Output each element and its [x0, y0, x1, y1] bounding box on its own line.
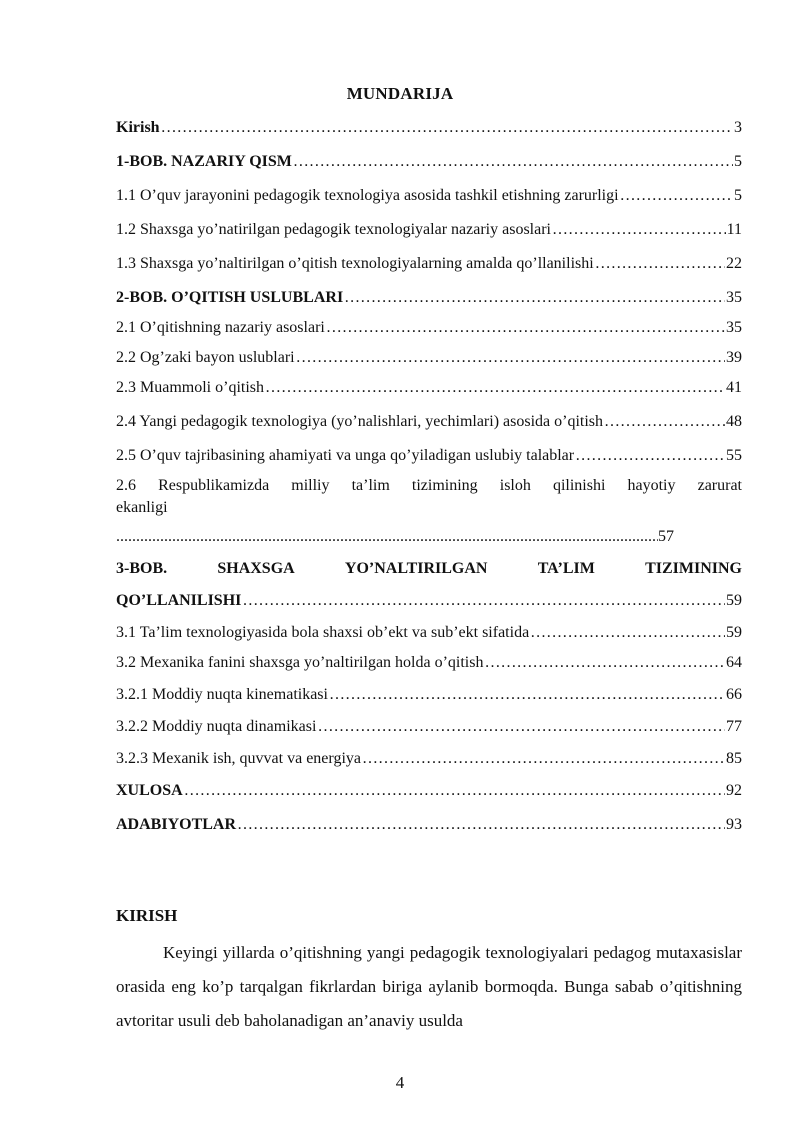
toc-entry-label: 3.2.2 Moddiy nuqta dinamikasi [116, 718, 317, 735]
toc-entry-page: 35 [726, 319, 742, 336]
toc-entry-page: 11 [726, 221, 742, 238]
toc-entry [116, 781, 742, 801]
toc-leader-dots [184, 781, 725, 801]
toc-entry-label: ADABIYOTLAR [116, 816, 237, 833]
toc-leader-dots [317, 717, 725, 737]
toc-entry-label: 2-BOB. O’QITISH USLUBLARI [116, 289, 344, 306]
toc-entry-label-cont: ekanligi [116, 499, 168, 516]
toc-entry-label: 2.5 O’quv tajribasining ahamiyati va unga qo’yiladigan uslubiy talablar [116, 447, 575, 464]
toc-leader-dots [620, 186, 733, 206]
toc-leader-dots [161, 118, 733, 138]
toc-entry-page: 59 [726, 624, 742, 641]
toc-entry [116, 378, 742, 398]
toc-entry-page: 77 [726, 718, 742, 735]
toc-leader-dots [552, 220, 726, 240]
toc-leader-dots [293, 152, 733, 172]
toc-entry [116, 717, 742, 737]
toc-entry-label: QO’LLANILISHI [116, 592, 242, 609]
toc-entry-page: 39 [726, 349, 742, 366]
toc-leader-dots [329, 685, 725, 705]
table-of-contents [116, 118, 742, 835]
toc-entry-label: 3.1 Ta’lim texnologiyasida bola shaxsi ob’ekt va sub’ekt sifatida [116, 624, 530, 641]
toc-entry [116, 348, 742, 368]
toc-entry-page: 59 [726, 592, 742, 609]
toc-leader-dots [237, 815, 725, 835]
toc-entry-label: 1.3 Shaxsga yo’naltirilgan o’qitish texnologiyalarning amalda qo’llanilishi [116, 255, 594, 272]
toc-chapter3-word: 3-BOB. [116, 560, 168, 577]
toc-entry [116, 288, 742, 308]
toc-entry-chapter3 [116, 559, 742, 611]
toc-entry [116, 591, 742, 611]
toc-entry [116, 318, 742, 338]
toc-entry-page: 35 [726, 289, 742, 306]
toc-entry [116, 446, 742, 466]
toc-entry-label: 3.2 Mexanika fanini shaxsga yo’naltirilgan holda o’qitish [116, 654, 484, 671]
toc-entry-label: 1-BOB. NAZARIY QISM [116, 153, 292, 170]
toc-leader-dots [530, 623, 725, 643]
toc-chapter3-word: TIZIMINING [645, 560, 742, 577]
toc-chapter3-word: YO’NALTIRILGAN [344, 560, 488, 577]
toc-entry [116, 685, 742, 705]
toc-entry-wrapped [116, 475, 742, 547]
toc-leader-dots [595, 254, 725, 274]
toc-entry-page: 66 [726, 686, 742, 703]
toc-entry-label: 2.1 O’qitishning nazariy asoslari [116, 319, 325, 336]
toc-entry-page: 55 [726, 447, 742, 464]
toc-entry [116, 623, 742, 643]
toc-chapter3-word: SHAXSGA [217, 560, 295, 577]
toc-leader-dots [604, 412, 725, 432]
toc-leader-dots [344, 288, 725, 308]
toc-title: MUNDARIJA [346, 84, 454, 103]
toc-entry [116, 254, 742, 274]
toc-entry [116, 220, 742, 240]
toc-leader-dots [362, 749, 725, 769]
toc-entry-label: XULOSA [116, 782, 183, 799]
toc-entry-page: 57 [658, 528, 674, 545]
toc-entry [116, 653, 742, 673]
toc-entry-page: 93 [726, 816, 742, 833]
toc-leader-dots [116, 527, 658, 547]
toc-entry-page: 64 [726, 654, 742, 671]
toc-leader-dots [326, 318, 725, 338]
toc-entry-leader [116, 527, 674, 547]
toc-entry-label: 2.2 Og’zaki bayon uslublari [116, 349, 295, 366]
toc-entry-page: 85 [726, 750, 742, 767]
section-heading: KIRISH [116, 906, 178, 925]
toc-leader-dots [484, 653, 725, 673]
body-paragraph: Keyingi yillarda o’qitishning yangi pedagogik texnologiyalari pedagog mutaxasislar orasida eng ko’p tarqalgan fikrlardan biriga aylanib bormoqda. Bunga sabab o’qitishning avtoritar usuli deb baholanadigan an’anaviy usulda [116, 943, 742, 1030]
toc-leader-dots [296, 348, 725, 368]
toc-entry-label: 3.2.3 Mexanik ish, quvvat va energiya [116, 750, 361, 767]
toc-entry [116, 186, 742, 206]
toc-leader-dots [265, 378, 725, 398]
toc-entry-page: 3 [734, 119, 742, 136]
toc-entry-page: 5 [734, 153, 742, 170]
toc-chapter3-heading [116, 559, 742, 579]
toc-entry-page: 22 [726, 255, 742, 272]
toc-entry [116, 412, 742, 432]
page-number: 4 [395, 1073, 405, 1092]
toc-leader-dots [575, 446, 725, 466]
toc-entry-label: 2.6 Respublikamizda milliy ta’lim tizimining isloh qilinishi hayotiy zarurat [116, 477, 742, 494]
toc-entry-label: Kirish [116, 119, 160, 136]
toc-entry-page: 92 [726, 782, 742, 799]
toc-entry-label: 2.3 Muammoli o’qitish [116, 379, 264, 396]
toc-entry-label: 3.2.1 Moddiy nuqta kinematikasi [116, 686, 328, 703]
toc-entry-label: 1.2 Shaxsga yo’natirilgan pedagogik texnologiyalar nazariy asoslari [116, 221, 551, 238]
toc-entry [116, 815, 742, 835]
toc-entry [116, 749, 742, 769]
toc-leader-dots [242, 591, 725, 611]
toc-entry [116, 118, 742, 138]
toc-chapter3-word: TA’LIM [537, 560, 595, 577]
toc-entry-page: 5 [734, 187, 742, 204]
toc-entry-label: 1.1 O’quv jarayonini pedagogik texnologiya asosida tashkil etishning zarurligi [116, 187, 619, 204]
toc-entry-label: 2.4 Yangi pedagogik texnologiya (yo’nalishlari, yechimlari) asosida o’qitish [116, 413, 604, 430]
toc-entry-page: 41 [726, 379, 742, 396]
toc-entry-page: 48 [726, 413, 742, 430]
toc-entry [116, 152, 742, 172]
